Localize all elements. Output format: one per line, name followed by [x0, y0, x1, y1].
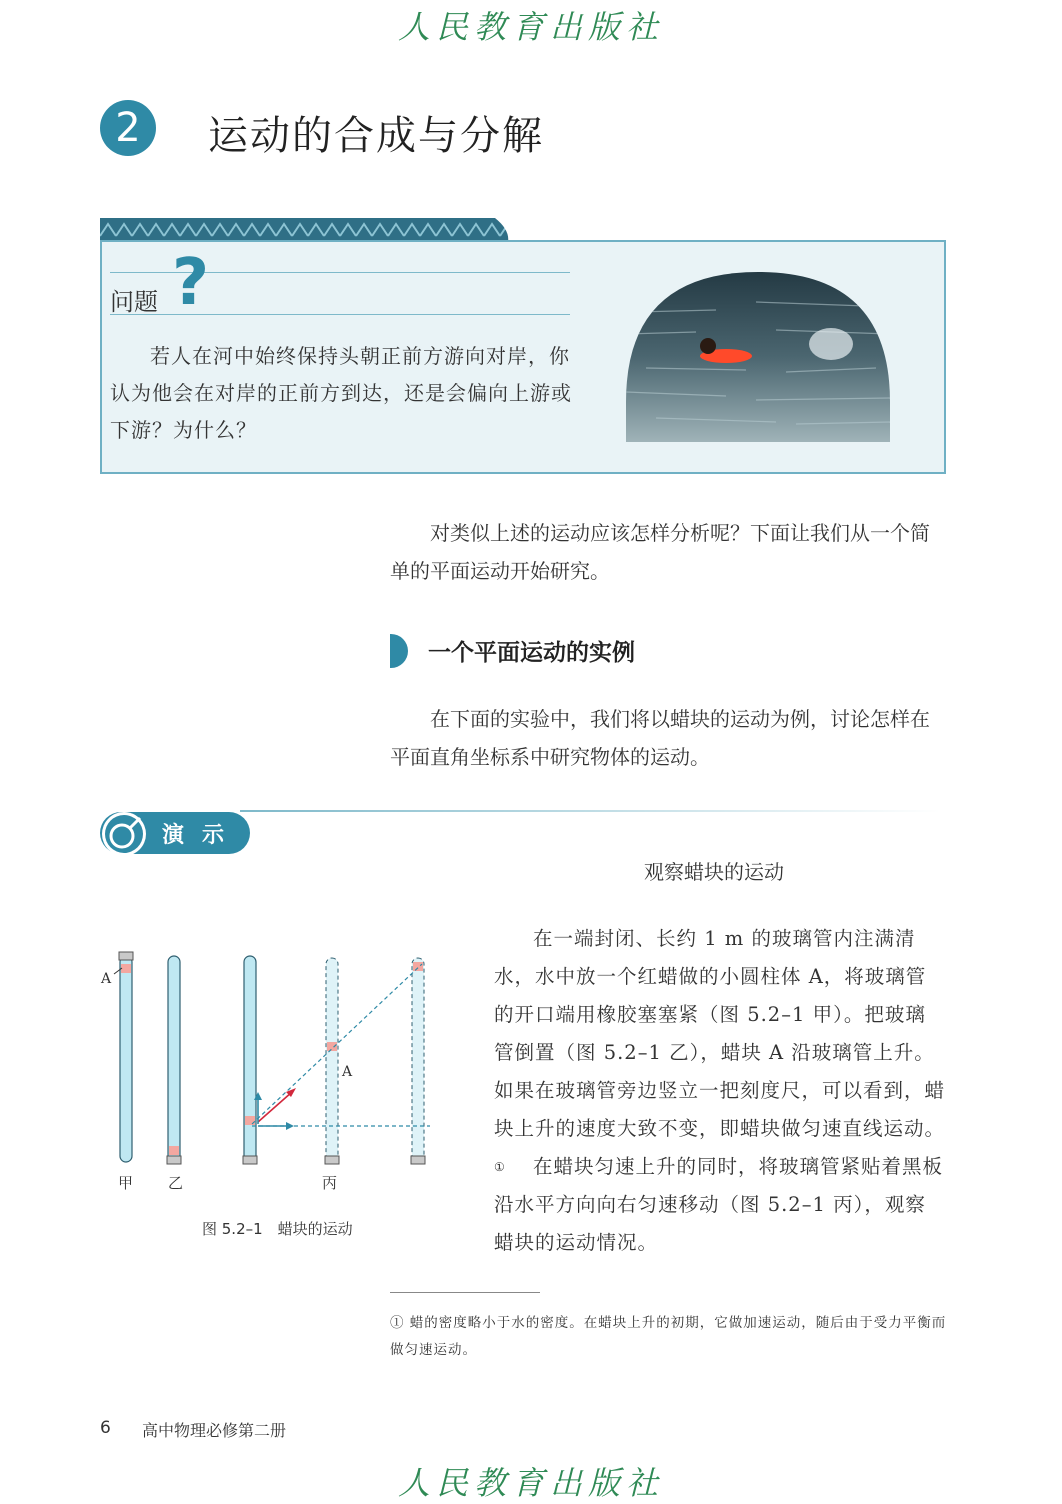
tube-yi [167, 956, 181, 1164]
question-box-stripe [100, 218, 510, 242]
footnote: ① 蜡的密度略小于水的密度。在蜡块上升的初期，它做加速运动，随后由于受力平衡而做匀速运动。 [390, 1315, 947, 1358]
subsection-paragraph: 在下面的实验中，我们将以蜡块的运动为例，讨论怎样在平面直角坐标系中研究物体的运动。 [390, 707, 930, 769]
demo-title: 观察蜡块的运动 [644, 860, 784, 884]
publisher-logo-bottom: 人民教育出版社 [397, 1464, 664, 1502]
section-number-badge: 2 [100, 100, 156, 156]
section-title: 运动的合成与分解 [208, 113, 544, 159]
footnote-reference[interactable]: ① [494, 1160, 506, 1174]
subsection-title: 一个平面运动的实例 [428, 640, 635, 666]
label-a-moving: A [342, 1064, 353, 1080]
publisher-logo-top: 人民教育出版社 [397, 8, 664, 46]
demo-divider [240, 810, 940, 812]
demo-paragraph-2: 在蜡块匀速上升的同时，将玻璃管紧贴着黑板沿水平方向向右匀速移动（图 5.2–1 丙），观察蜡块的运动情况。 [494, 1155, 944, 1254]
figure-caption: 图 5.2–1 蜡块的运动 [202, 1220, 353, 1238]
tube-bing-start [243, 956, 257, 1164]
question-label: 问题 [110, 288, 158, 316]
wax-block-figure [96, 946, 440, 1196]
footnote-rule [390, 1292, 540, 1293]
intro-paragraph: 对类似上述的运动应该怎样分析呢？下面让我们从一个简单的平面运动开始研究。 [390, 521, 930, 583]
subsection-marker [390, 634, 408, 668]
label-jia: 甲 [118, 1174, 134, 1192]
book-title: 高中物理必修第二册 [142, 1421, 287, 1440]
velocity-arrow [258, 1092, 292, 1122]
page-number: 6 [100, 1418, 111, 1438]
demo-badge-label: 演示 [162, 823, 243, 848]
tube-bing-end [411, 958, 425, 1164]
tube-bing-middle [325, 958, 339, 1164]
label-a: A [101, 971, 112, 987]
question-mark-icon: ? [172, 246, 210, 320]
label-yi: 乙 [168, 1174, 184, 1192]
demo-paragraph-1-text: 在一端封闭、长约 1 m 的玻璃管内注满清水，水中放一个红蜡做的小圆柱体 A，将玻璃管的开口端用橡胶塞塞紧（图 5.2–1 甲）。把玻璃管倒置（图 5.2–1 乙），蜡块 A 沿玻璃管上升。如果在玻璃管旁边竖立一把刻度尺，可以看到，蜡块上升的速度大致不变，即蜡块做匀速直线运动。 [494, 927, 946, 1140]
label-bing: 丙 [322, 1174, 338, 1192]
question-text: 若人在河中始终保持头朝正前方游向对岸，你认为他会在对岸的正前方到达，还是会偏向上游或下游？为什么？ [110, 344, 572, 442]
magnifier-icon [100, 810, 150, 858]
swimmer-photo [626, 272, 890, 442]
tube-jia [114, 952, 133, 1162]
